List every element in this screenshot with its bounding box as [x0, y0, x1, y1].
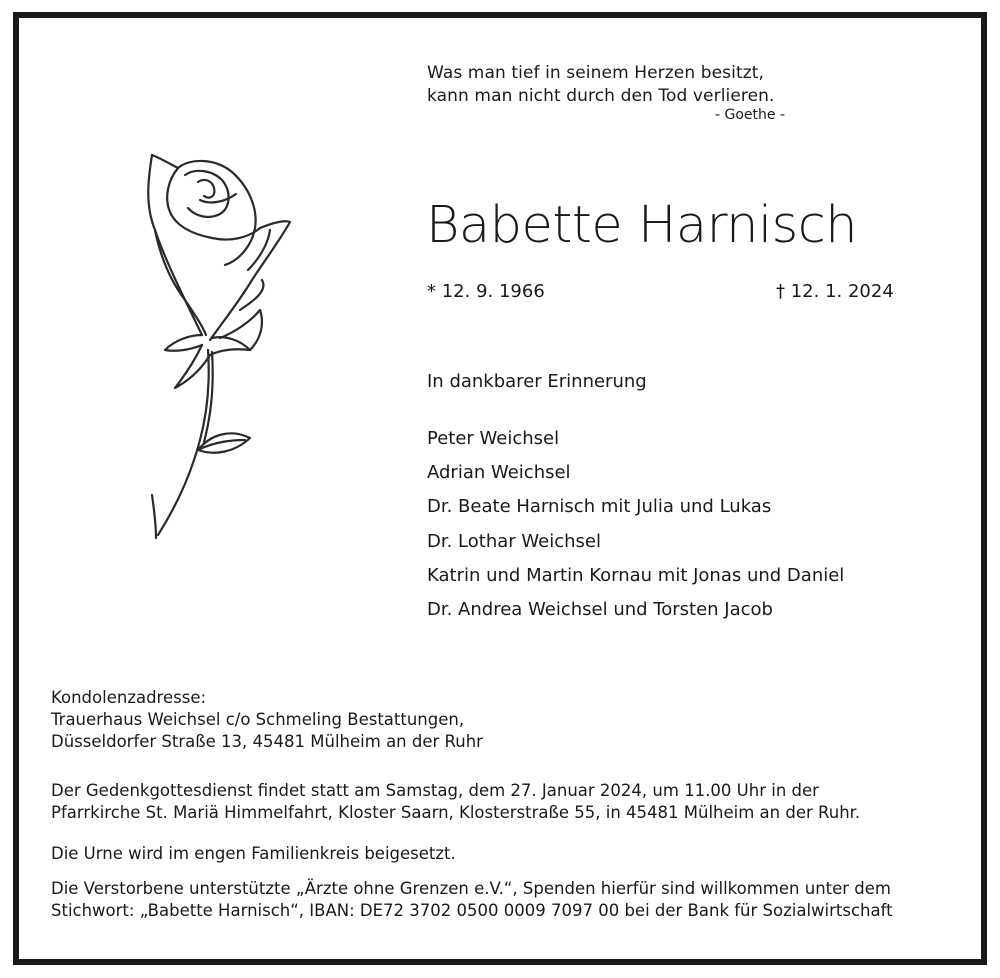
service-line-2: Pfarrkirche St. Mariä Himmelfahrt, Kloster Saarn, Klosterstraße 55, in 45481 Mülheim an der Ruhr. — [51, 803, 861, 822]
address-line-1: Trauerhaus Weichsel c/o Schmeling Bestattungen, — [51, 710, 465, 729]
urn-note: Die Urne wird im engen Familienkreis beigesetzt. — [51, 844, 456, 863]
goethe-quote — [427, 62, 775, 108]
memory-line: In dankbarer Erinnerung — [427, 371, 647, 392]
address-line-2: Düsseldorfer Straße 13, 45481 Mülheim an der Ruhr — [51, 732, 483, 751]
service-info — [51, 780, 860, 824]
service-line-1: Der Gedenkgottesdienst findet statt am Samstag, dem 27. Januar 2024, um 11.00 Uhr in der — [51, 781, 819, 800]
death-date: † 12. 1. 2024 — [776, 281, 894, 302]
quote-line-1: Was man tief in seinem Herzen besitzt, — [427, 63, 765, 83]
quote-author: - Goethe - — [715, 107, 786, 123]
donation-line-1: Die Verstorbene unterstützte „Ärzte ohne Grenzen e.V.“, Spenden hierfür sind willkommen unter dem — [51, 879, 892, 898]
birth-date: * 12. 9. 1966 — [427, 281, 545, 302]
address-label: Kondolenzadresse: — [51, 688, 207, 707]
rose-icon — [140, 150, 300, 545]
donation-line-2: Stichwort: „Babette Harnisch“, IBAN: DE72 3702 0500 0009 7097 00 bei der Bank für Sozialwirtschaft — [51, 901, 893, 920]
mourner-item: Adrian Weichsel — [427, 462, 571, 484]
deceased-name: Babette Harnisch — [426, 196, 858, 255]
mourners-list — [427, 422, 844, 627]
mourner-item: Dr. Andrea Weichsel und Torsten Jacob — [427, 599, 773, 621]
mourner-item: Peter Weichsel — [427, 428, 560, 449]
mourner-item: Dr. Beate Harnisch mit Julia und Lukas — [427, 496, 772, 518]
donation-info — [51, 878, 893, 922]
mourner-item: Katrin und Martin Kornau mit Jonas und Daniel — [427, 564, 845, 586]
quote-line-2: kann man nicht durch den Tod verlieren. — [427, 86, 775, 106]
condolence-address — [51, 687, 483, 753]
mourner-item: Dr. Lothar Weichsel — [427, 530, 601, 552]
